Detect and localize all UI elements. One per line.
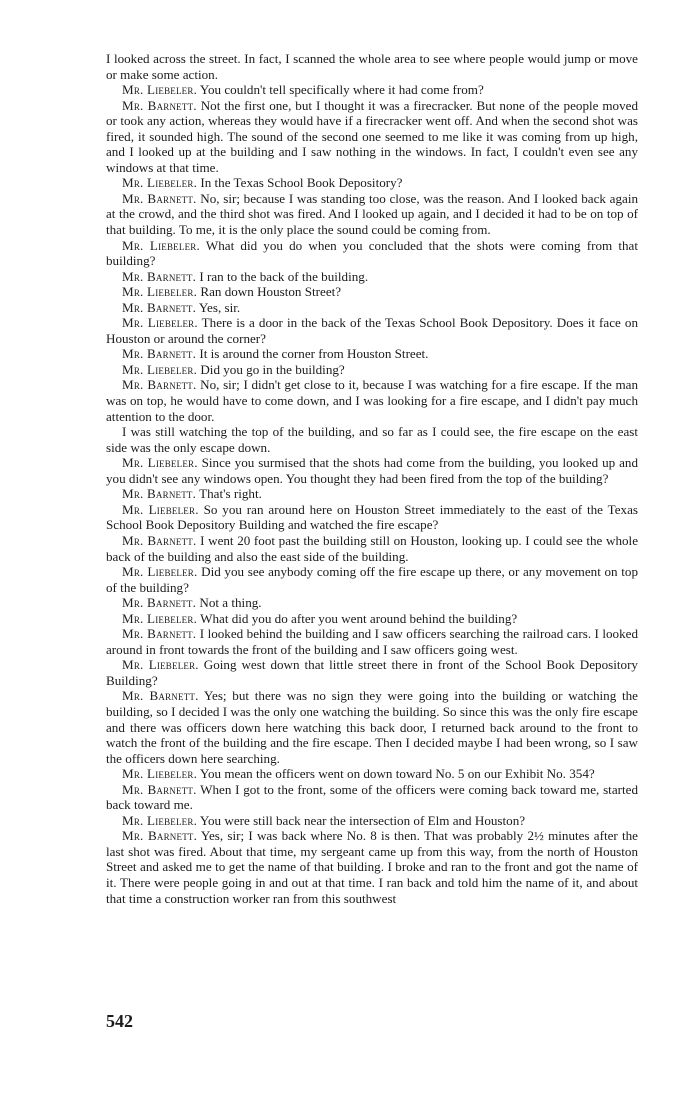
speaker-label: Mr. Liebeler. xyxy=(122,564,198,580)
paragraph-text: Yes, sir. xyxy=(198,299,241,315)
speaker-label: Mr. Barnett. xyxy=(122,532,197,548)
paragraph xyxy=(106,657,638,688)
paragraph xyxy=(106,269,638,285)
paragraph-text: Yes; but there was no sign they were going into the building or watching the building, so I decided I was the only one watching the building. So since this was the only fire escape and there was officers down here watching this back door, I returned back around to the front to watch the front of the building and the fire escape. Then I decided maybe I had been wrong, so I saw the officers down here searching. xyxy=(106,688,638,766)
paragraph-text: What did you do when you concluded that the shots were coming from that building? xyxy=(106,237,638,269)
paragraph-text: I went 20 foot past the building still on Houston, looking up. I could see the whole back of the building and also the east side of the building. xyxy=(106,532,638,564)
speaker-label: Mr. Liebeler. xyxy=(122,175,198,191)
paragraph xyxy=(106,98,638,176)
paragraph xyxy=(106,688,638,766)
paragraph-text: Did you see anybody coming off the fire escape up there, or any movement on top of the building? xyxy=(106,564,638,595)
speaker-label: Mr. Liebeler. xyxy=(122,501,199,517)
paragraph-text: You mean the officers went on down toward No. 5 on our Exhibit No. 354? xyxy=(199,766,595,782)
paragraph xyxy=(106,533,638,564)
paragraph xyxy=(106,175,638,191)
paragraph xyxy=(106,782,638,813)
paragraph-text: When I got to the front, some of the officers were coming back toward me, started back toward me. xyxy=(106,781,638,813)
paragraph-text: There is a door in the back of the Texas School Book Depository. Does it face on Houston or around the corner? xyxy=(106,315,638,346)
speaker-label: Mr. Barnett. xyxy=(122,781,197,797)
paragraph-text: You couldn't tell specifically where it had come from? xyxy=(199,82,484,98)
speaker-label: Mr. Liebeler. xyxy=(122,766,198,782)
speaker-label: Mr. Liebeler. xyxy=(122,237,200,253)
speaker-label: Mr. Barnett. xyxy=(122,346,197,362)
speaker-label: Mr. Barnett. xyxy=(122,828,198,844)
paragraph xyxy=(106,346,638,362)
speaker-label: Mr. Liebeler. xyxy=(122,284,198,300)
paragraph xyxy=(106,82,638,98)
speaker-label: Mr. Barnett. xyxy=(122,190,197,206)
paragraph xyxy=(106,455,638,486)
speaker-label: Mr. Barnett. xyxy=(122,268,197,284)
speaker-label: Mr. Barnett. xyxy=(122,97,197,113)
paragraph xyxy=(106,51,638,82)
paragraph xyxy=(106,611,638,627)
paragraph-text: No, sir; because I was standing too close, was the reason. And I looked back again at the crowd, and the third shot was fired. And I looked up again, and I decided it had to be on top of that building. To me, it is the only place the sound could be coming from. xyxy=(106,190,639,238)
speaker-label: Mr. Barnett. xyxy=(122,486,197,502)
paragraph xyxy=(106,284,638,300)
paragraph xyxy=(106,238,638,269)
paragraph-text: I was still watching the top of the building, and so far as I could see, the fire escape on the east side was the only escape down. xyxy=(106,424,638,455)
paragraph-text: Did you go in the building? xyxy=(200,361,345,377)
page-number: 542 xyxy=(106,1011,133,1031)
paragraph xyxy=(106,626,638,657)
paragraph-text: So you ran around here on Houston Street immediately to the east of the Texas School Book Depository Building and watched the fire escape? xyxy=(106,501,638,533)
paragraph xyxy=(106,424,638,455)
speaker-label: Mr. Liebeler. xyxy=(122,657,199,673)
paragraph-text: Ran down Houston Street? xyxy=(200,284,342,300)
speaker-label: Mr. Barnett. xyxy=(122,299,197,315)
paragraph xyxy=(106,564,638,595)
speaker-label: Mr. Liebeler. xyxy=(122,315,198,331)
paragraph-text: Not a thing. xyxy=(199,595,262,611)
paragraph-text: What did you do after you went around behind the building? xyxy=(200,610,518,626)
paragraph-text: You were still back near the intersection of Elm and Houston? xyxy=(199,812,526,828)
paragraph-text: That's right. xyxy=(199,486,262,502)
speaker-label: Mr. Barnett. xyxy=(122,377,197,393)
speaker-label: Mr. Liebeler. xyxy=(122,82,198,98)
paragraph-text: Going west down that little street there in front of the School Book Depository Building? xyxy=(106,657,638,688)
paragraph-text: It is around the corner from Houston Street. xyxy=(199,346,429,362)
paragraph-text: Since you surmised that the shots had come from the building, you looked up and you didn't see any windows open. You thought they had been fired from the top of the building? xyxy=(106,455,638,486)
speaker-label: Mr. Barnett. xyxy=(122,688,199,704)
paragraph xyxy=(106,486,638,502)
speaker-label: Mr. Barnett. xyxy=(122,626,197,642)
paragraph xyxy=(106,813,638,829)
paragraph-text: In the Texas School Book Depository? xyxy=(200,175,403,191)
paragraph xyxy=(106,362,638,378)
paragraph xyxy=(106,315,638,346)
paragraph-text: Not the first one, but I thought it was a firecracker. But none of the people moved or took any action, whereas they would have if a firecracker went off. And when the second shot was fired, it sounded high. The sound of the second one seemed to me like it was coming from up high, and I looked up at the building and I saw nothing in the windows. In fact, I couldn't even see any windows at that time. xyxy=(106,97,639,175)
speaker-label: Mr. Barnett. xyxy=(122,595,197,611)
testimony-text xyxy=(106,51,638,906)
paragraph xyxy=(106,766,638,782)
paragraph xyxy=(106,828,638,906)
paragraph xyxy=(106,191,638,238)
paragraph-text: I looked behind the building and I saw officers searching the railroad cars. I looked around in front towards the front of the building and I saw officers going west. xyxy=(106,626,639,657)
paragraph-text: Yes, sir; I was back where No. 8 is then. That was probably 2½ minutes after the last shot was fired. About that time, my sergeant came up from this way, from the north of Houston Street and asked me to get the name of that building. I broke and ran to the front and got the name of it. There were people going in and out at that time. I ran back and told him the name of it, and about that time a construction worker ran from this southwest xyxy=(106,828,638,906)
speaker-label: Mr. Liebeler. xyxy=(122,455,198,471)
speaker-label: Mr. Liebeler. xyxy=(122,361,198,377)
paragraph xyxy=(106,377,638,424)
speaker-label: Mr. Liebeler. xyxy=(122,610,198,626)
paragraph-text: I ran to the back of the building. xyxy=(199,268,369,284)
paragraph xyxy=(106,595,638,611)
speaker-label: Mr. Liebeler. xyxy=(122,812,198,828)
paragraph-text: I looked across the street. In fact, I scanned the whole area to see where people would jump or move or make some action. xyxy=(106,51,638,82)
paragraph xyxy=(106,502,638,533)
paragraph xyxy=(106,300,638,316)
paragraph-text: No, sir; I didn't get close to it, because I was watching for a fire escape. If the man was on top, he would have to come down, and I was looking for a fire escape, and I didn't pay much attention to the door. xyxy=(106,377,639,424)
